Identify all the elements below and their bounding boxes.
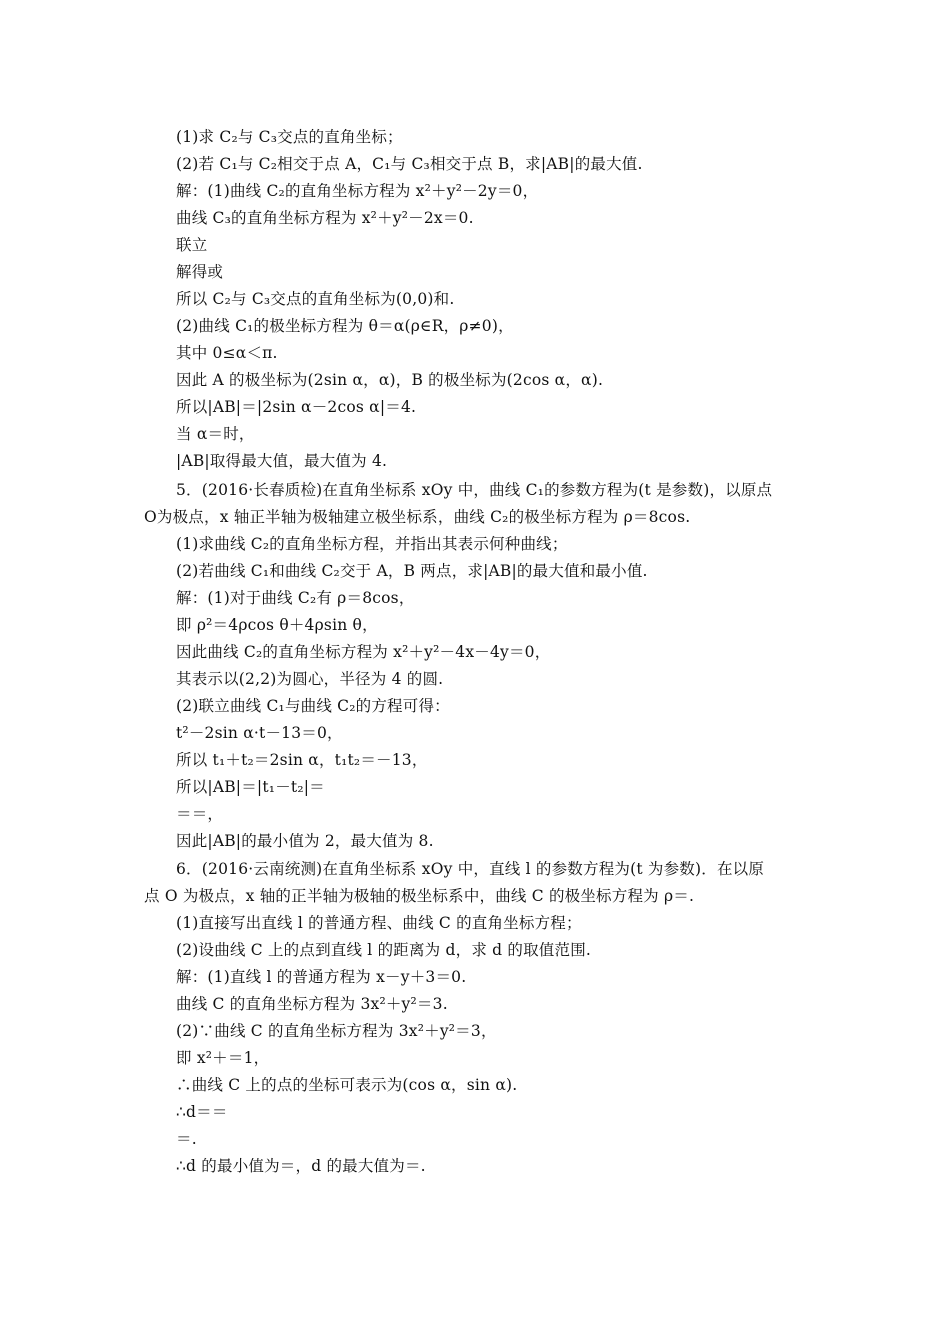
- text-line: (1)求曲线 C₂的直角坐标方程，并指出其表示何种曲线；: [176, 535, 568, 553]
- text-line: (2)若 C₁与 C₂相交于点 A，C₁与 C₃相交于点 B，求|AB|的最大值.: [176, 155, 643, 173]
- text-line: ∴曲线 C 上的点的坐标可表示为(cos α，sin α).: [176, 1076, 518, 1094]
- text-line: 所以|AB|＝|t₁－t₂|＝: [176, 778, 325, 796]
- problem-5-heading: 5．(2016·长春质检)在直角坐标系 xOy 中，曲线 C₁的参数方程为(t 是参数)，以原点: [176, 481, 773, 499]
- text-line: ＝＝，: [176, 805, 224, 823]
- text-line: 解得或: [176, 263, 224, 281]
- text-line: 解：(1)对于曲线 C₂有 ρ＝8cos，: [176, 589, 415, 607]
- text-line: 联立: [176, 236, 208, 254]
- text-line: O为极点，x 轴正半轴为极轴建立极坐标系，曲线 C₂的极坐标方程为 ρ＝8cos.: [144, 508, 691, 526]
- text-line: (2)曲线 C₁的极坐标方程为 θ＝α(ρ∈R，ρ≠0)，: [176, 317, 514, 335]
- text-line: 即 x²＋＝1，: [176, 1049, 270, 1067]
- text-line: 解：(1)直线 l 的普通方程为 x－y＋3＝0.: [176, 968, 467, 986]
- text-line: ∴d＝＝: [176, 1103, 228, 1121]
- text-line: 其中 0≤α＜π.: [176, 344, 278, 362]
- text-line: 曲线 C₃的直角坐标方程为 x²＋y²－2x＝0.: [176, 209, 474, 227]
- text-line: (1)直接写出直线 l 的普通方程、曲线 C 的直角坐标方程；: [176, 914, 582, 932]
- text-line: 所以 C₂与 C₃交点的直角坐标为(0,0)和.: [176, 290, 455, 308]
- text-line: |AB|取得最大值，最大值为 4.: [176, 452, 388, 470]
- text-line: 因此|AB|的最小值为 2，最大值为 8.: [176, 832, 434, 850]
- text-line: (2)设曲线 C 上的点到直线 l 的距离为 d，求 d 的取值范围.: [176, 941, 592, 959]
- text-line: 点 O 为极点，x 轴的正半轴为极轴的极坐标系中，曲线 C 的极坐标方程为 ρ＝.: [144, 887, 695, 905]
- text-line: (2)若曲线 C₁和曲线 C₂交于 A，B 两点，求|AB|的最大值和最小值.: [176, 562, 648, 580]
- text-line: 当 α＝时，: [176, 425, 255, 443]
- problem-6-heading: 6．(2016·云南统测)在直角坐标系 xOy 中，直线 l 的参数方程为(t 为参数)．在以原: [176, 860, 765, 878]
- text-line: 因此曲线 C₂的直角坐标方程为 x²＋y²－4x－4y＝0，: [176, 643, 551, 661]
- text-line: (2)∵曲线 C 的直角坐标方程为 3x²＋y²＝3，: [176, 1022, 497, 1040]
- text-line: 所以 t₁＋t₂＝2sin α，t₁t₂＝－13，: [176, 751, 428, 769]
- text-line: 解：(1)曲线 C₂的直角坐标方程为 x²＋y²－2y＝0，: [176, 182, 539, 200]
- text-line: 即 ρ²＝4ρcos θ＋4ρsin θ，: [176, 616, 378, 634]
- text-line: 因此 A 的极坐标为(2sin α，α)，B 的极坐标为(2cos α，α).: [176, 371, 604, 389]
- text-line: 所以|AB|＝|2sin α－2cos α|＝4.: [176, 398, 417, 416]
- text-line: (2)联立曲线 C₁与曲线 C₂的方程可得：: [176, 697, 450, 715]
- text-line: ∴d 的最小值为＝，d 的最大值为＝.: [176, 1157, 426, 1175]
- text-line: t²－2sin α·t－13＝0，: [176, 724, 343, 742]
- text-line: 曲线 C 的直角坐标方程为 3x²＋y²＝3.: [176, 995, 448, 1013]
- text-line: 其表示以(2,2)为圆心，半径为 4 的圆.: [176, 670, 444, 688]
- text-line: ＝.: [176, 1130, 197, 1148]
- text-line: (1)求 C₂与 C₃交点的直角坐标；: [176, 128, 403, 146]
